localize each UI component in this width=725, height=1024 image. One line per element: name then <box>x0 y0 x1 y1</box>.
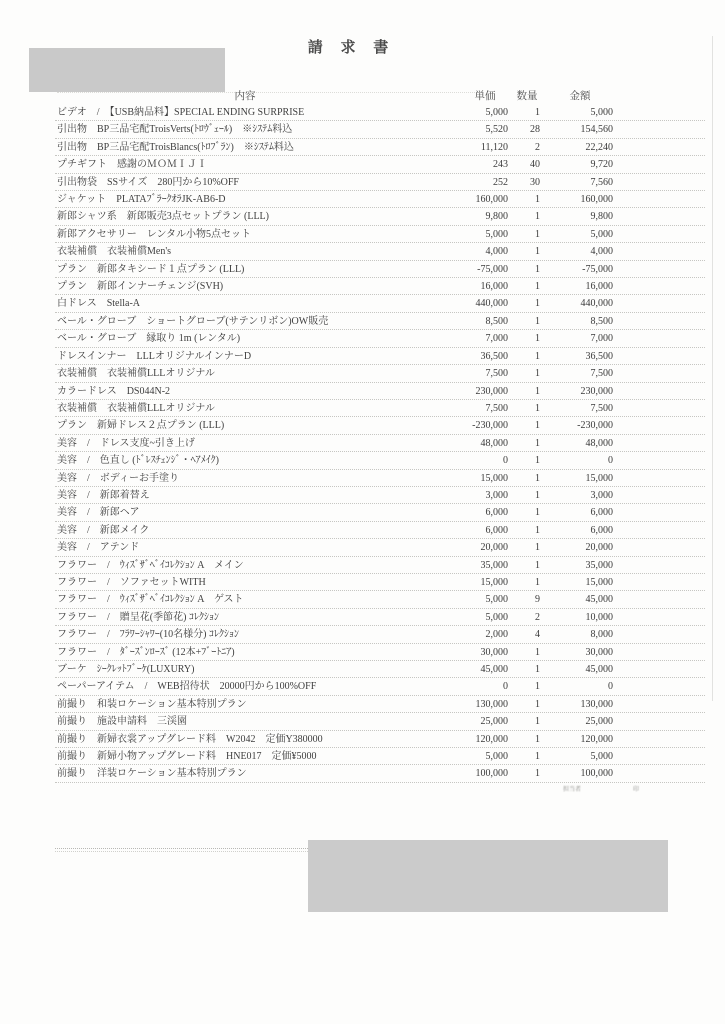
table-row <box>55 365 705 382</box>
quantity-cell: 4 <box>535 629 540 641</box>
redacted-region-top <box>29 48 225 92</box>
item-cell: 前撮り 和装ロケーション基本特別プラン <box>57 698 247 710</box>
quantity-cell: 1 <box>535 194 540 206</box>
unit-price-cell: 5,000 <box>485 228 508 240</box>
item-cell: 美容 / アテンド <box>57 542 140 554</box>
unit-price-cell: 5,520 <box>485 124 508 136</box>
unit-price-cell: -230,000 <box>472 420 508 432</box>
quantity-cell: 1 <box>535 455 540 467</box>
unit-price-cell: 5,000 <box>485 751 508 763</box>
quantity-cell: 1 <box>535 315 540 327</box>
item-cell: 前撮り 施設申請料 三渓園 <box>57 716 187 728</box>
amount-cell: 154,560 <box>580 124 613 136</box>
page-edge-line <box>712 36 713 701</box>
amount-cell: 8,000 <box>590 629 613 641</box>
table-row <box>55 121 705 138</box>
table-row <box>55 243 705 260</box>
amount-cell: 3,000 <box>590 489 613 501</box>
amount-cell: 6,000 <box>590 524 613 536</box>
amount-cell: 230,000 <box>580 385 613 397</box>
table-row <box>55 400 705 417</box>
amount-cell: 36,500 <box>585 350 613 362</box>
unit-price-cell: 0 <box>503 681 508 693</box>
quantity-cell: 1 <box>535 333 540 345</box>
item-cell: 前撮り 新婦小物アップグレード料 HNE017 定価¥5000 <box>57 751 317 763</box>
quantity-cell: 1 <box>535 768 540 780</box>
item-cell: フラワー / ｳｨｽﾞｻﾞﾍﾞｲｺﾚｸｼｮﾝ A メイン <box>57 559 244 571</box>
item-cell: 美容 / ドレス支度~引き上げ <box>57 437 195 449</box>
quantity-cell: 1 <box>535 681 540 693</box>
amount-cell: 6,000 <box>590 507 613 519</box>
unit-price-cell: 15,000 <box>480 472 508 484</box>
amount-cell: 48,000 <box>585 437 613 449</box>
table-row <box>55 191 705 208</box>
amount-cell: 15,000 <box>585 576 613 588</box>
amount-cell: 25,000 <box>585 716 613 728</box>
amount-cell: 5,000 <box>590 228 613 240</box>
unit-price-cell: 20,000 <box>480 542 508 554</box>
table-row <box>55 557 705 574</box>
quantity-cell: 1 <box>535 420 540 432</box>
amount-cell: 35,000 <box>585 559 613 571</box>
quantity-cell: 1 <box>535 263 540 275</box>
header-quantity: 数量 <box>516 91 538 102</box>
header-item: 内容 <box>234 91 256 102</box>
quantity-cell: 1 <box>535 698 540 710</box>
item-cell: ベール・グローブ 縁取り 1m (レンタル) <box>57 333 241 345</box>
unit-price-cell: 4,000 <box>485 246 508 258</box>
quantity-cell: 30 <box>530 176 540 188</box>
amount-cell: 5,000 <box>590 107 613 118</box>
item-cell: 白ドレス Stella-A <box>57 298 141 310</box>
amount-cell: 7,500 <box>590 402 613 414</box>
unit-price-cell: 2,000 <box>485 629 508 641</box>
item-cell: 引出物袋 SSサイズ 280円から10%OFF <box>57 176 239 188</box>
table-rows <box>55 104 705 783</box>
quantity-cell: 1 <box>535 664 540 675</box>
quantity-cell: 1 <box>535 298 540 310</box>
amount-cell: 130,000 <box>580 698 613 710</box>
unit-price-cell: 440,000 <box>475 298 508 310</box>
quantity-cell: 1 <box>535 472 540 484</box>
table-row <box>55 574 705 591</box>
unit-price-cell: 8,500 <box>485 315 508 327</box>
quantity-cell: 1 <box>535 524 540 536</box>
amount-cell: 7,560 <box>590 176 613 188</box>
item-cell: 美容 / 新郎ヘア <box>57 507 140 519</box>
unit-price-cell: 35,000 <box>480 559 508 571</box>
table-row <box>55 330 705 347</box>
invoice-table <box>55 88 705 783</box>
item-cell: ペーパーアイテム / WEB招待状 20000円から100%OFF <box>57 681 317 693</box>
quantity-cell: 1 <box>535 489 540 501</box>
table-row <box>55 435 705 452</box>
item-cell: カラードレス DS044N-2 <box>57 385 171 397</box>
table-row <box>55 139 705 156</box>
unit-price-cell: 36,500 <box>480 350 508 362</box>
item-cell: フラワー / ソファセットWITH <box>57 576 206 588</box>
item-cell: 衣装補償 衣装補償Men's <box>57 246 172 258</box>
footer-mark-staff: 担当者 <box>563 787 582 793</box>
item-cell: 衣装補償 衣装補償LLLオリジナル <box>57 368 215 380</box>
table-row <box>55 348 705 365</box>
table-row <box>55 383 705 400</box>
quantity-cell: 1 <box>535 246 540 258</box>
amount-cell: 0 <box>608 681 613 693</box>
unit-price-cell: 5,000 <box>485 107 508 118</box>
quantity-cell: 1 <box>535 542 540 554</box>
quantity-cell: 28 <box>530 124 540 136</box>
quantity-cell: 1 <box>535 107 540 118</box>
table-row <box>55 504 705 521</box>
amount-cell: 7,500 <box>590 368 613 380</box>
table-row <box>55 487 705 504</box>
unit-price-cell: 230,000 <box>475 385 508 397</box>
quantity-cell: 1 <box>535 211 540 223</box>
amount-cell: 9,720 <box>590 159 613 171</box>
quantity-cell: 1 <box>535 437 540 449</box>
amount-cell: 20,000 <box>585 542 613 554</box>
quantity-cell: 40 <box>530 159 540 171</box>
table-row <box>55 174 705 191</box>
item-cell: 新郎アクセサリー レンタル小物5点セット <box>57 228 252 240</box>
unit-price-cell: 30,000 <box>480 646 508 658</box>
table-row <box>55 644 705 661</box>
footer-mark-seal: 印 <box>633 787 640 793</box>
item-cell: フラワー / ﾌﾗﾜｰｼｬﾜｰ(10名様分) ｺﾚｸｼｮﾝ <box>57 629 239 641</box>
unit-price-cell: 130,000 <box>475 698 508 710</box>
amount-cell: 10,000 <box>585 611 613 623</box>
quantity-cell: 1 <box>535 281 540 293</box>
amount-cell: -75,000 <box>582 263 613 275</box>
page-title: 請 求 書 <box>307 40 396 56</box>
table-row <box>55 104 705 121</box>
dotted-line-fragment <box>55 848 310 852</box>
unit-price-cell: 6,000 <box>485 507 508 519</box>
item-cell: ベール・グローブ ショートグローブ(サテンリボン)OW販売 <box>57 315 329 327</box>
amount-cell: 9,800 <box>590 211 613 223</box>
quantity-cell: 2 <box>535 611 540 623</box>
item-cell: ジャケット PLATAﾌﾞﾗｰｸｵﾗJK-AB6-D <box>57 194 226 206</box>
table-row <box>55 696 705 713</box>
item-cell: 新郎シャツ系 新郎販売3点セットプラン (LLL) <box>57 211 269 223</box>
table-row <box>55 748 705 765</box>
amount-cell: 15,000 <box>585 472 613 484</box>
quantity-cell: 1 <box>535 228 540 240</box>
quantity-cell: 1 <box>535 716 540 728</box>
unit-price-cell: 5,000 <box>485 611 508 623</box>
unit-price-cell: 7,500 <box>485 368 508 380</box>
amount-cell: 16,000 <box>585 281 613 293</box>
amount-cell: 5,000 <box>590 751 613 763</box>
item-cell: フラワー / ｳｨｽﾞｻﾞﾍﾞｲｺﾚｸｼｮﾝ A ゲスト <box>57 594 244 606</box>
table-row <box>55 313 705 330</box>
table-row <box>55 522 705 539</box>
quantity-cell: 1 <box>535 559 540 571</box>
item-cell: 美容 / 色直し (ﾄﾞﾚｽﾁｪﾝｼﾞ・ﾍｱﾒｲｸ) <box>57 455 219 467</box>
amount-cell: 45,000 <box>585 664 613 675</box>
table-row <box>55 261 705 278</box>
item-cell: 美容 / 新郎着替え <box>57 489 150 501</box>
unit-price-cell: 25,000 <box>480 716 508 728</box>
quantity-cell: 1 <box>535 646 540 658</box>
item-cell: 前撮り 洋装ロケーション基本特別プラン <box>57 768 247 780</box>
table-row <box>55 661 705 678</box>
unit-price-cell: 243 <box>493 159 508 171</box>
table-row <box>55 678 705 695</box>
unit-price-cell: 48,000 <box>480 437 508 449</box>
amount-cell: 4,000 <box>590 246 613 258</box>
item-cell: 美容 / 新郎メイク <box>57 524 150 536</box>
unit-price-cell: 7,000 <box>485 333 508 345</box>
table-row <box>55 226 705 243</box>
unit-price-cell: 45,000 <box>480 664 508 675</box>
amount-cell: 160,000 <box>580 194 613 206</box>
unit-price-cell: 11,120 <box>480 141 508 153</box>
item-cell: プチギフト 感謝のＭＯＭＩＪＩ <box>57 159 207 171</box>
unit-price-cell: 5,000 <box>485 594 508 606</box>
amount-cell: 100,000 <box>580 768 613 780</box>
table-row <box>55 208 705 225</box>
item-cell: プラン 新郎タキシード１点プラン (LLL) <box>57 263 245 275</box>
unit-price-cell: 0 <box>503 455 508 467</box>
amount-cell: 45,000 <box>585 594 613 606</box>
amount-cell: 120,000 <box>580 733 613 745</box>
unit-price-cell: 9,800 <box>485 211 508 223</box>
unit-price-cell: 160,000 <box>475 194 508 206</box>
unit-price-cell: 6,000 <box>485 524 508 536</box>
item-cell: プラン 新郎インナーチェンジ(SVH) <box>57 281 224 293</box>
table-row <box>55 417 705 434</box>
item-cell: フラワー / ﾀﾞｰｽﾞﾝﾛｰｽﾞ (12本+ﾌﾞｰﾄﾆｱ) <box>57 646 235 658</box>
table-row <box>55 295 705 312</box>
quantity-cell: 1 <box>535 576 540 588</box>
unit-price-cell: 252 <box>493 176 508 188</box>
table-header-row <box>55 88 705 104</box>
item-cell: 前撮り 新婦衣裳アップグレード料 W2042 定価Y380000 <box>57 733 323 745</box>
item-cell: フラワー / 贈呈花(季節花) ｺﾚｸｼｮﾝ <box>57 611 219 623</box>
amount-cell: 0 <box>608 455 613 467</box>
table-row <box>55 626 705 643</box>
table-row <box>55 470 705 487</box>
table-row <box>55 539 705 556</box>
amount-cell: 22,240 <box>585 141 613 153</box>
amount-cell: 7,000 <box>590 333 613 345</box>
header-unit-price: 単価 <box>474 91 496 102</box>
amount-cell: -230,000 <box>577 420 613 432</box>
table-row <box>55 156 705 173</box>
table-row <box>55 713 705 730</box>
quantity-cell: 1 <box>535 507 540 519</box>
unit-price-cell: 120,000 <box>475 733 508 745</box>
quantity-cell: 1 <box>535 368 540 380</box>
quantity-cell: 1 <box>535 733 540 745</box>
quantity-cell: 1 <box>535 350 540 362</box>
unit-price-cell: 15,000 <box>480 576 508 588</box>
item-cell: 衣装補償 衣装補償LLLオリジナル <box>57 402 215 414</box>
table-row <box>55 452 705 469</box>
table-row <box>55 765 705 782</box>
amount-cell: 30,000 <box>585 646 613 658</box>
quantity-cell: 2 <box>535 141 540 153</box>
table-row <box>55 731 705 748</box>
unit-price-cell: 16,000 <box>480 281 508 293</box>
item-cell: ブーケ ｼｰｸﾚｯﾄﾌﾞｰｹ(LUXURY) <box>57 664 195 675</box>
item-cell: 美容 / ボディーお手塗り <box>57 472 179 484</box>
amount-cell: 440,000 <box>580 298 613 310</box>
unit-price-cell: 7,500 <box>485 402 508 414</box>
amount-cell: 8,500 <box>590 315 613 327</box>
unit-price-cell: -75,000 <box>477 263 508 275</box>
item-cell: 引出物 BP三品宅配TroisVerts(ﾄﾛｳﾞｪｰﾙ) ※ｼｽﾃﾑ料込 <box>57 124 293 136</box>
redacted-region-bottom <box>308 840 668 912</box>
table-row <box>55 609 705 626</box>
item-cell: 引出物 BP三品宅配TroisBlancs(ﾄﾛﾌﾞﾗﾝ) ※ｼｽﾃﾑ料込 <box>57 141 294 153</box>
quantity-cell: 1 <box>535 751 540 763</box>
unit-price-cell: 3,000 <box>485 489 508 501</box>
header-amount: 金額 <box>569 91 591 102</box>
quantity-cell: 1 <box>535 385 540 397</box>
unit-price-cell: 100,000 <box>475 768 508 780</box>
item-cell: プラン 新婦ドレス２点プラン (LLL) <box>57 420 225 432</box>
quantity-cell: 1 <box>535 402 540 414</box>
table-row <box>55 591 705 608</box>
item-cell: ドレスインナー LLLオリジナルインナーD <box>57 350 252 362</box>
footer-marks <box>0 784 725 794</box>
quantity-cell: 9 <box>535 594 540 606</box>
table-row <box>55 278 705 295</box>
item-cell: ビデオ / 【USB納品料】SPECIAL ENDING SURPRISE <box>57 107 305 118</box>
